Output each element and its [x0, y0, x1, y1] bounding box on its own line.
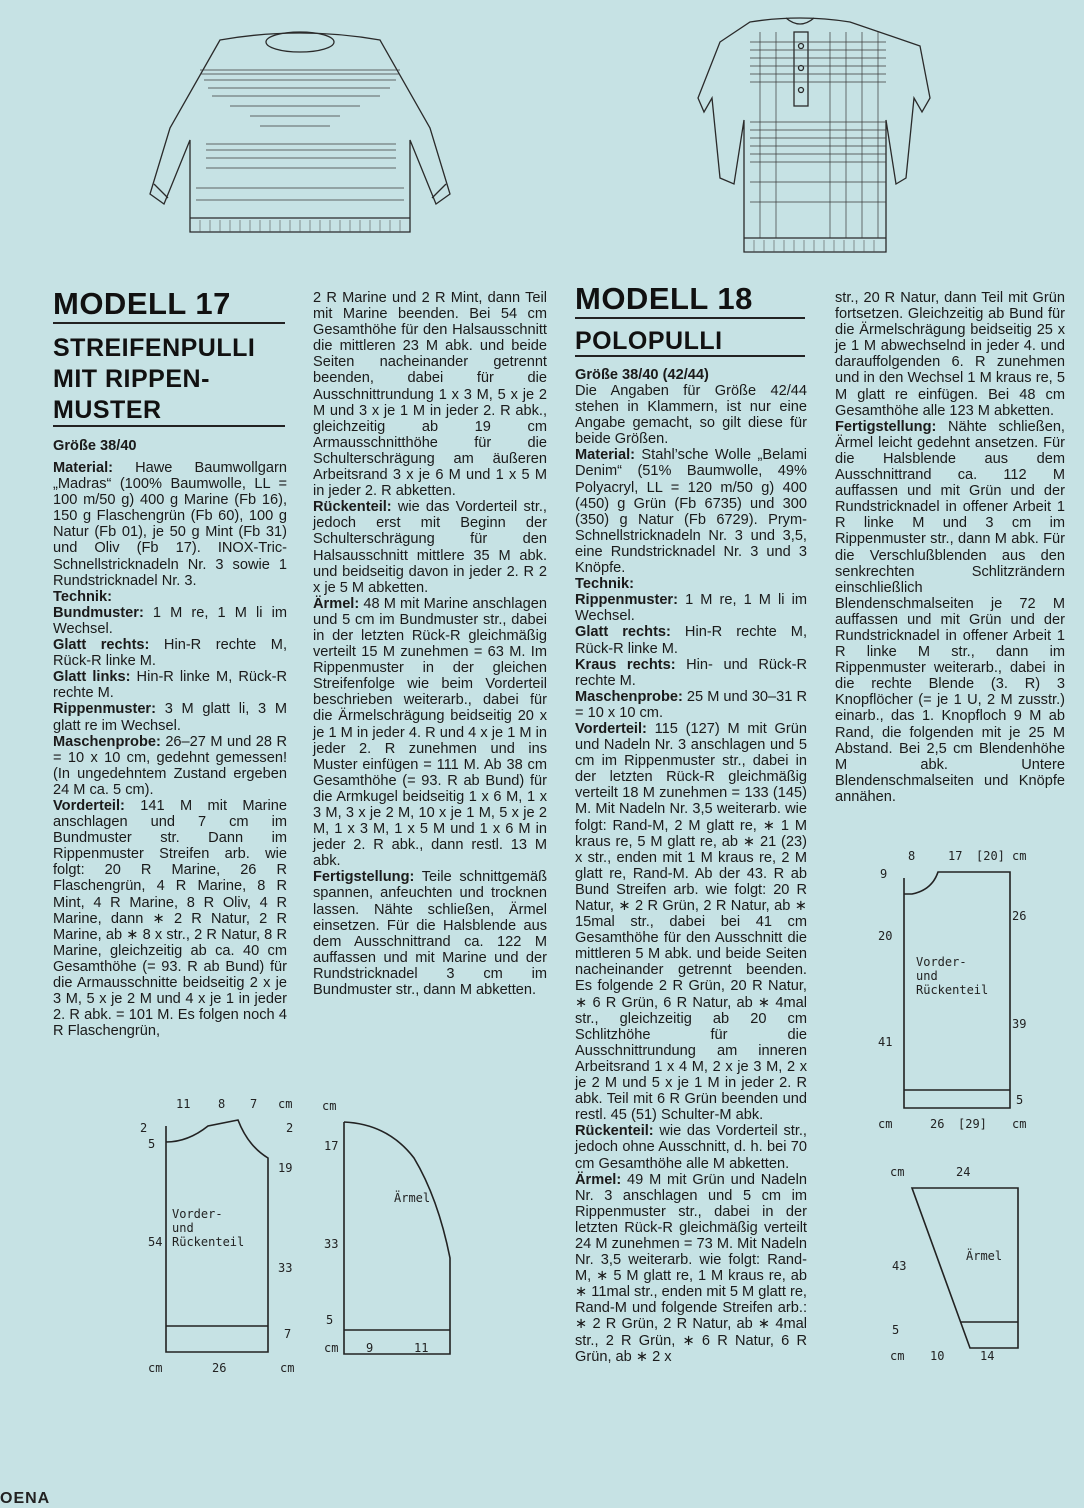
section-vorderteil: Vorderteil: 141 M mit Marine anschlagen und 7 cm im Bundmuster str. Dann im Rippenmuster Streifen arb. wie folgt: 20 R Marine, 26 R Flaschengrün, 4 R Marine, 8 R Mint, 4 R Marine, 8 R Oliv, 4 R Marine, dann ∗ 2 R Natur, 2 R Marine, ab ∗ 8 x str., 2 R Natur, 8 R Marine, gleichzeitig ab ca. 40 cm Gesamthöhe (= 93. R ab Bund) für die Armausschnitte beidseitig 2 x je 3 M, 5 x je 2 M und 4 x je 1 in jeder 2. R abk. = 101 M. Es folgen noch 4 R Flaschengrün,	[53, 797, 287, 1040]
section-maschenprobe: Maschenprobe: 26–27 M und 28 R = 10 x 10 cm, gedehnt gemessen! (In ungedehntem Zustand ergeben 24 M ca. 5 cm).	[53, 733, 287, 798]
model-18-column-3	[575, 383, 807, 1365]
dim-bottom-3: [29]	[958, 1117, 987, 1131]
dim-right-3: 33	[278, 1261, 293, 1275]
model-18-subtitle: POLOPULLI	[575, 327, 723, 355]
schema-label-3: Rückenteil	[172, 1235, 245, 1249]
schema-label-1: Vorder-	[916, 955, 967, 969]
dim-bottom-2: 10	[930, 1349, 945, 1363]
dim-right-4: 7	[284, 1327, 292, 1341]
model-17-column-2	[313, 290, 547, 998]
section-maschenprobe: Maschenprobe: 25 M und 30–31 R = 10 x 10 cm.	[575, 688, 807, 721]
section-material: Material: Hawe Baumwollgarn „Madras“ (100% Baumwolle, LL = 100 m/50 g) 400 g Marine (Fb 16), 150 g Flaschengrün (Fb 60), 100 g Natur (Fb 01), je 50 g Mint (Fb 31) und Oliv (Fb 17). INOX-Tric-Schnellstricknadeln Nr. 3 sowie 1 Rundstricknadel Nr. 3.	[53, 460, 287, 589]
model-17-subtitle-line1: STREIFENPULLI	[53, 334, 256, 362]
dim-bottom-3: 11	[414, 1341, 429, 1355]
dim-bottom-3: 14	[980, 1349, 995, 1363]
dim-left-1: cm	[322, 1099, 337, 1113]
dim-right-2: 39	[1012, 1017, 1027, 1031]
dim-left-1: 2	[140, 1121, 148, 1135]
dim-bottom-2: 9	[366, 1341, 374, 1355]
section-rippenmuster: Rippenmuster: 1 M re, 1 M li im Wechsel.	[575, 592, 807, 625]
dim-left-1: 43	[892, 1259, 907, 1273]
dim-left-2: 17	[324, 1139, 339, 1153]
schema-label: Ärmel	[966, 1249, 1003, 1263]
dim-top-4: cm	[1012, 849, 1027, 863]
section-glatt-rechts: Glatt rechts: Hin-R rechte M, Rück-R linke M.	[53, 637, 288, 670]
section-intro: Die Angaben für Größe 42/44 stehen in Klammern, ist nur eine Angabe gemacht, so gilt diese für beide Größen.	[575, 383, 807, 448]
dim-bottom-3: cm	[280, 1361, 295, 1375]
sweater-18-sketch	[690, 2, 950, 264]
section-fertigstellung: Fertigstellung: Teile schnittgemäß spannen, anfeuchten und trocknen lassen. Nähte schließen, Ärmel einsetzen. Für die Halsblende aus dem Ausschnittrand ca. 122 M auffassen und mit Marine und der Rundstricknadel 3 cm im Bundmuster str., dann M abketten.	[313, 869, 547, 999]
schema-label-3: Rückenteil	[916, 983, 989, 997]
dim-top-3: 7	[250, 1097, 258, 1111]
section-glatt-links: Glatt links: Hin-R linke M, Rück-R rechte M.	[53, 669, 287, 702]
sweater-17-sketch	[140, 8, 460, 258]
model-17-subtitle-rule	[53, 425, 285, 427]
section-technik: Technik:	[575, 576, 634, 593]
dim-top-2: 8	[218, 1097, 226, 1111]
dim-right-2: 19	[278, 1161, 293, 1175]
schema-outline	[344, 1122, 450, 1354]
dim-left-2: 20	[878, 929, 893, 943]
section-aermel: Ärmel: 48 M mit Marine anschlagen und 5 cm im Bundmuster str., dabei in der letzten Rück-R gleichmäßig verteilt 15 M zunehmen = 63 M. Im Rippenmuster in der gleichen Streifenfolge wie beim Vorderteil beschrieben weiterarb., dabei für die Ärmelschrägung beidseitig 20 x je 1 M in jeder 4. R und 4 x je 1 M in jeder 2. R zunehmen und ins Muster einfügen = 111 M. Ab 38 cm Gesamthöhe (= 93. R ab Bund) für die Armkugel beidseitig 1 x 6 M, 1 x 3 M, 3 x je 2 M, 10 x je 1 M, 5 x je 2 M, 1 x 3 M, 1 x 5 M und 1 x 6 M in jeder 2. R abk., dann restl. 13 M abk.	[313, 595, 547, 870]
page-footer: OENA	[0, 1490, 51, 1507]
schema-label-2: und	[916, 969, 938, 983]
section-rueckenteil: Rückenteil: wie das Vorderteil str., jedoch ohne Ausschnitt, d. h. bei 70 cm Gesamthöhe alle M abketten.	[575, 1123, 807, 1172]
dim-bottom-4: cm	[1012, 1117, 1027, 1131]
dim-top-1: 8	[908, 849, 916, 863]
model-18-title-rule	[575, 317, 805, 319]
section-vorderteil: Vorderteil: 115 (127) M mit Grün und Nadeln Nr. 3 anschlagen und 5 cm im Rippenmuster str., dabei in der letzten Rück-R gleichmäßig verteilt 18 M zunehmen = 133 (145) M. Mit Nadeln Nr. 3,5 weiterarb. wie folgt: Rand-M, 2 M glatt re, ∗ 1 M kraus re, 5 M glatt re, ab ∗ 21 (23) x str., enden mit 1 M kraus re, 2 M glatt re, Rand-M. Ab der 43. R ab Bund Streifen arb. wie folgt: 20 R Natur, ∗ 2 R Grün, 2 R Natur, ab ∗ 15mal str., dabei bei 41 cm Gesamthöhe für den Ausschnitt die mittleren 5 M abk. und beide Seiten nacheinander getrennt beenden. Es folgende 2 R Grün, 20 R Natur, ∗ 6 R Grün, 6 R Natur, ab ∗ 4mal str., gleichzeitig ab 20 cm Schlitzhöhe für die Ausschnittrundung am inneren Arbeitsrand 1 x 4 M, 2 x je 3 M, 2 x je 2 M und 5 x je 1 M in jeder 2. R abk. Teil mit 6 R Grün beenden und restl. 45 (51) Schulter-M abk.	[575, 720, 807, 1124]
section-technik: Technik:	[53, 588, 112, 605]
section-continuation: str., 20 R Natur, dann Teil mit Grün fortsetzen. Gleichzeitig ab Bund für die Ärmelschrägung beidseitig 25 x je 1 M abwechselnd in jeder 4. und darauffolgenden 6. R zunehmen und in den Wechsel 1 M kraus re, 5 M glatt re einfügen. Bei 48 cm Gesamthöhe alle 123 M abketten.	[835, 290, 1065, 419]
dim-top-2: 24	[956, 1165, 971, 1179]
dim-bottom-2: 26	[930, 1117, 945, 1131]
dim-left-3: 33	[324, 1237, 339, 1251]
model-18-title: MODELL 18	[575, 281, 753, 316]
dim-bottom-1: cm	[148, 1361, 163, 1375]
dim-left-2: 5	[892, 1323, 900, 1337]
model-17-size: Größe 38/40	[53, 438, 137, 454]
model-17-column-1	[53, 460, 287, 1039]
dim-left-2: 5	[148, 1137, 156, 1151]
section-rippenmuster: Rippenmuster: 3 M glatt li, 3 M glatt re im Wechsel.	[53, 701, 287, 734]
schema-17-body	[138, 1096, 308, 1386]
dim-top-3: [20]	[976, 849, 1005, 863]
dim-top-1: 11	[176, 1097, 191, 1111]
dim-left-1: 9	[880, 867, 888, 881]
dim-right-1: 26	[1012, 909, 1027, 923]
schema-18-body	[876, 842, 1046, 1132]
section-continuation: 2 R Marine und 2 R Mint, dann Teil mit Marine beenden. Bei 54 cm Gesamthöhe für den Halsausschnitt die mittleren 23 M abk. und beide Seiten nacheinander getrennt beenden, dabei für die Ausschnittrundung 1 x 3 M, 5 x je 2 M und 3 x je 1 M in jeder 2. R abk., gleichzeitig ab 19 cm Armausschnitthöhe für die Schulterschrägung am äußeren Arbeitsrand 3 x je 6 M und 1 x 5 M in jeder 2. R abketten.	[313, 290, 547, 500]
schema-outline	[912, 1188, 1018, 1348]
model-18-size: Größe 38/40 (42/44)	[575, 367, 709, 383]
dim-left-3: 41	[878, 1035, 893, 1049]
dim-top-2: 17	[948, 849, 963, 863]
dim-right-1: 2	[286, 1121, 294, 1135]
model-17-subtitle-line2: MIT RIPPEN-	[53, 365, 210, 393]
schema-label-2: und	[172, 1221, 194, 1235]
schema-label: Ärmel	[394, 1191, 431, 1205]
model-17-title: MODELL 17	[53, 286, 231, 321]
dim-bottom-2: 26	[212, 1361, 227, 1375]
model-18-column-4	[835, 290, 1065, 805]
section-material: Material: Stahl’sche Wolle „Belami Denim“ (51% Baumwolle, 49% Polyacryl, LL = 120 m/50 g) 400 (450) g Grün (Fb 6735) und 300 (350) g Natur (Fb 6729). Prym-Schnellstricknadeln Nr. 3 und 3,5, eine Rundstricknadel Nr. 3 und 3 Knöpfe.	[575, 447, 807, 577]
dim-top-4: cm	[278, 1097, 293, 1111]
section-kraus-rechts: Kraus rechts: Hin- und Rück-R rechte M.	[575, 656, 808, 689]
section-glatt-rechts: Glatt rechts: Hin-R rechte M, Rück-R linke M.	[575, 624, 808, 657]
dim-left-4: 5	[326, 1313, 334, 1327]
section-rueckenteil: Rückenteil: wie das Vorderteil str., jedoch erst mit Beginn der Schulterschrägung für den Halsausschnitt mittlere 35 M abk. und beidseitig davon in jeder 2. R 2 x je 5 M abketten.	[313, 499, 547, 596]
schema-17-sleeve	[318, 1098, 468, 1368]
model-18-subtitle-rule	[575, 355, 805, 357]
schema-18-sleeve	[884, 1162, 1034, 1382]
model-17-subtitle-line3: MUSTER	[53, 396, 162, 424]
dim-bottom-1: cm	[890, 1349, 905, 1363]
dim-bottom-1: cm	[324, 1341, 339, 1355]
dim-bottom-1: cm	[878, 1117, 893, 1131]
dim-right-3: 5	[1016, 1093, 1024, 1107]
schema-label-1: Vorder-	[172, 1207, 223, 1221]
dim-top-1: cm	[890, 1165, 905, 1179]
model-17-title-rule	[53, 322, 285, 324]
dim-left-3: 54	[148, 1235, 163, 1249]
section-bundmuster: Bundmuster: 1 M re, 1 M li im Wechsel.	[53, 604, 287, 637]
section-aermel: Ärmel: 49 M mit Grün und Nadeln Nr. 3 anschlagen und 5 cm im Rippenmuster str., dabei in der letzten Rück-R gleichmäßig verteilt 24 M zunehmen = 73 M. Mit Nadeln Nr. 3,5 weiterarb. wie folgt: Rand-M, ∗ 5 M glatt re, 1 M kraus re, ab ∗ 11mal str., enden mit 5 M glatt re, Rand-M und folgende Streifen arb.: ∗ 2 R Grün, 2 R Natur, ab ∗ 4mal str., 2 R Grün, ∗ 6 R Natur, 6 R Grün, ab ∗ 2 x	[575, 1171, 807, 1365]
section-fertigstellung: Fertigstellung: Nähte schließen, Ärmel leicht gedehnt ansetzen. Für die Halsblende aus dem Ausschnittrand ca. 112 M auffassen und mit Grün und der Rundstricknadel in offener Arbeit 1 R linke M und 3 cm im Rippenmuster str., dann M abk. Für die Verschlußblenden aus den senkrechten Schlitzrändern einschließlich Blendenschmalseiten je 72 M auffassen und mit Grün und der Rundstricknadel in offener Arbeit 1 R linke M str., dann im Rippenmuster weiterarb., dabei in die rechte Blende (3. R) 3 Knopflöcher (= je 1 U, 2 M zusstr.) einarb., das 1. Knopfloch 9 M ab Rand, die folgenden mit je 25 M Abstand. Bei 2,5 cm Blendenhöhe M abk. Untere Blendenschmalseiten und Knöpfe annähen.	[835, 418, 1065, 805]
